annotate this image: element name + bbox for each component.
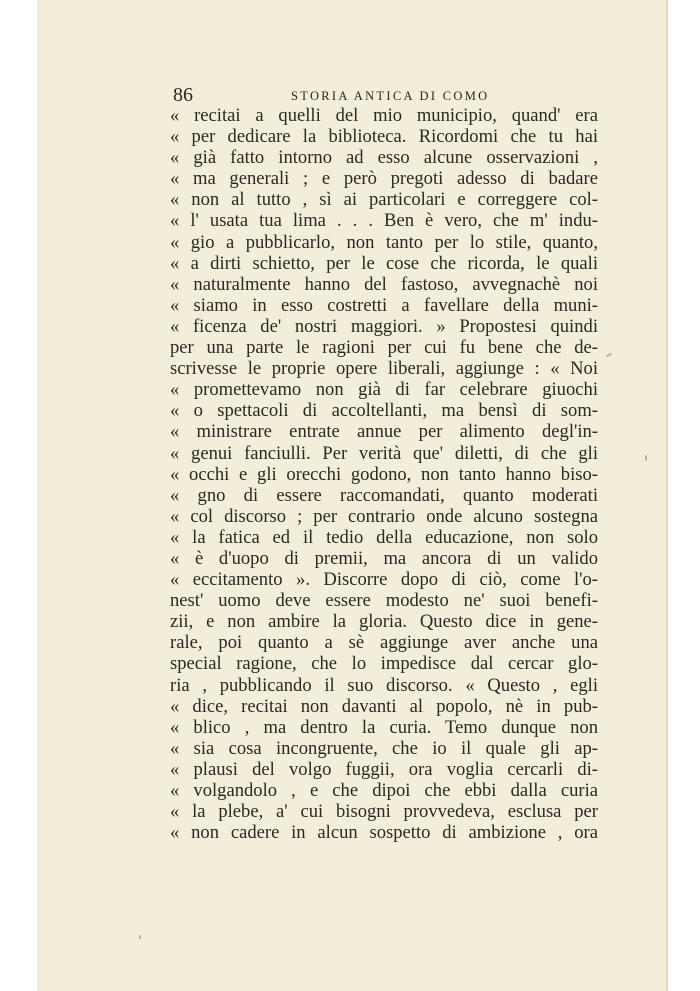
- text-line: zii, e non ambire la gloria. Questo dice in gene-: [170, 611, 598, 633]
- text-line: ria , pubblicando il suo discorso. « Questo , egli: [170, 674, 598, 696]
- running-head: STORIA ANTICA DI COMO: [291, 89, 490, 103]
- text-line: « genui fanciulli. Per verità que' diletti, di che gli: [170, 442, 598, 464]
- text-line: « dice, recitai non davanti al popolo, nè in pub-: [170, 695, 598, 717]
- text-line: « a dirti schietto, per le cose che ricorda, le quali: [170, 252, 598, 274]
- text-line: « siamo in esso costretti a favellare della muni-: [170, 294, 598, 316]
- text-line: « volgandolo , e che dipoi che ebbi dalla curia: [170, 780, 598, 801]
- text-line: « non cadere in alcun sospetto di ambizione , ora: [170, 822, 598, 844]
- text-line: special ragione, che lo impedisce dal cercar glo-: [170, 653, 598, 675]
- text-line: « è d'uopo di premii, ma ancora di un valido: [170, 547, 598, 569]
- text-line: nest' uomo deve essere modesto ne' suoi benefi-: [170, 590, 598, 612]
- text-line: « eccitamento ». Discorre dopo di ciò, come l'o-: [170, 569, 598, 591]
- text-line: « plausi del volgo fuggii, ora voglia cercarli di-: [170, 758, 598, 780]
- page-number: 86: [173, 84, 193, 106]
- text-line: « promettevamo non già di far celebrare giuochi: [170, 379, 598, 401]
- text-line: « col discorso ; per contrario onde alcuno sostegna: [170, 505, 598, 527]
- text-line: per una parte le ragioni per cui fu bene che de-: [170, 337, 598, 359]
- text-line: « blico , ma dentro la curia. Temo dunque non: [170, 716, 598, 738]
- text-line: « recitai a quelli del mio municipio, quand' era: [170, 105, 598, 126]
- text-line: « già fatto intorno ad esso alcune osservazioni ,: [170, 147, 598, 169]
- text-line: « non al tutto , sì ai particolari e correggere col-: [170, 189, 598, 211]
- body-text: [170, 105, 598, 843]
- text-line: « naturalmente hanno del fastoso, avvegnachè noi: [170, 273, 598, 295]
- text-line: « la plebe, a' cui bisogni provvedeva, esclusa per: [170, 801, 598, 823]
- text-line: « gno di essere raccomandati, quanto moderati: [170, 484, 598, 506]
- text-line: « l' usata tua lima . . . Ben è vero, che m' indu-: [170, 210, 598, 232]
- text-line: « ma generali ; e però pregoti adesso di badare: [170, 168, 598, 190]
- text-line: scrivesse le proprie opere liberali, aggiunge : « Noi: [170, 358, 598, 380]
- page-edge-shadow: [666, 0, 668, 991]
- text-line: « la fatica ed il tedio della educazione, non solo: [170, 526, 598, 548]
- margin-speck: [645, 455, 647, 461]
- page-header: [173, 84, 603, 106]
- text-line: « o spettacoli di accoltellanti, ma bensì di som-: [170, 400, 598, 422]
- text-line: « sia cosa incongruente, che io il quale gli ap-: [170, 737, 598, 759]
- text-line: rale, poi quanto a sè aggiunge aver anche una: [170, 632, 598, 654]
- margin-speck: [139, 935, 141, 939]
- text-line: « ficenza de' nostri maggiori. » Propostesi quindi: [170, 315, 598, 337]
- text-line: « per dedicare la biblioteca. Ricordomi che tu hai: [170, 126, 598, 148]
- text-line: « ministrare entrate annue per alimento degl'in-: [170, 421, 598, 443]
- text-line: « gio a pubblicarlo, non tanto per lo stile, quanto,: [170, 231, 598, 253]
- text-line: « occhi e gli orecchi godono, non tanto hanno biso-: [170, 463, 598, 485]
